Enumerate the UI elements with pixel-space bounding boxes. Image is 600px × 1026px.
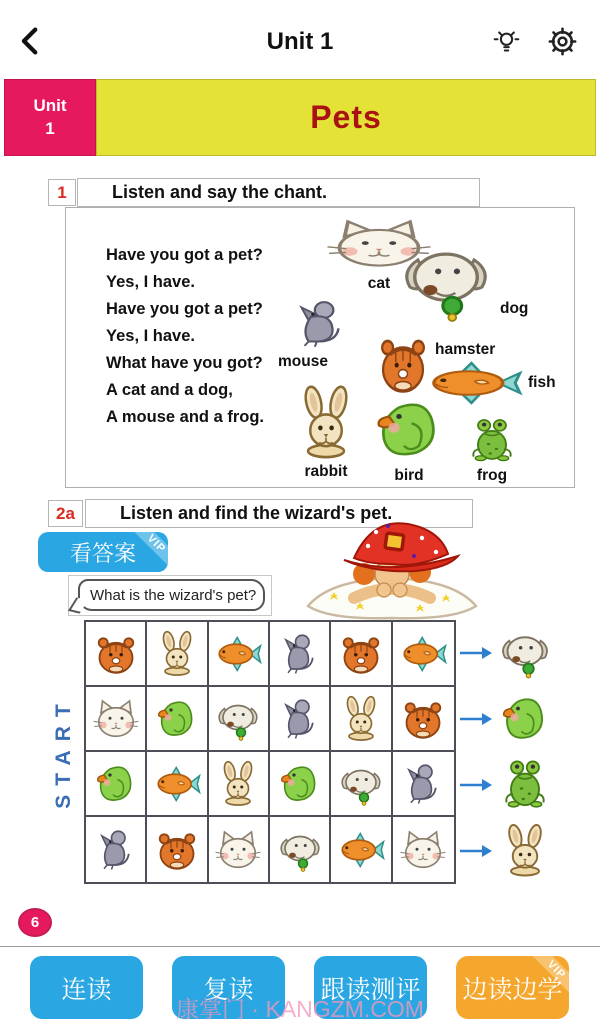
grid-cell-mouse (270, 687, 331, 752)
arrow-right-icon (458, 711, 494, 727)
chant-line: Have you got a pet? (106, 246, 263, 264)
chant-line: What have you got? (106, 354, 263, 372)
rabbit-illustration (290, 384, 362, 481)
fish-icon (153, 758, 201, 810)
row-answer-dog (458, 620, 580, 686)
brightness-button[interactable] (493, 28, 520, 55)
mouse-icon (276, 693, 324, 745)
grid-cell-dog (270, 817, 331, 882)
footer-button-label: 跟读测评 (320, 975, 421, 1004)
chant-lines (106, 242, 264, 431)
vip-badge: VIP (132, 532, 168, 569)
cat-icon (399, 824, 447, 876)
bird-icon (369, 394, 449, 466)
hamster-icon (399, 693, 447, 745)
fish-icon (337, 824, 385, 876)
unit-banner (4, 79, 596, 156)
bird-icon (153, 693, 201, 745)
mouse-icon (288, 296, 354, 352)
animal-label: rabbit (304, 463, 348, 480)
wizard-illustration (296, 512, 488, 622)
grid-cell-fish (209, 622, 270, 687)
banner-main (96, 79, 596, 156)
nav-bar (0, 0, 600, 77)
unit-tab-line1: Unit (33, 95, 67, 115)
frog-illustration (464, 416, 520, 485)
section2-number: 2a (48, 500, 83, 527)
footer-button-label: 复读 (203, 975, 254, 1004)
grid-cell-bird (147, 687, 208, 752)
grid-cell-bird (86, 752, 147, 817)
chant-line: A mouse and a frog. (106, 408, 264, 426)
row-answer-rabbit (458, 818, 580, 884)
footer-button-2[interactable] (172, 956, 285, 1019)
grid-cell-dog (331, 752, 392, 817)
chant-line: Yes, I have. (106, 327, 195, 345)
grid-cell-dog (209, 687, 270, 752)
section1-title: Listen and say the chant. (77, 178, 480, 207)
grid-cell-hamster (86, 622, 147, 687)
hamster-icon (337, 628, 385, 680)
mouse-icon (276, 628, 324, 680)
cat-icon (214, 824, 262, 876)
arrow-right-icon (458, 645, 494, 661)
dog-icon (337, 758, 385, 810)
grid-cell-mouse (393, 752, 454, 817)
grid-cell-rabbit (209, 752, 270, 817)
grid-cell-cat (86, 687, 147, 752)
footer-button-1[interactable] (30, 956, 143, 1019)
unit-tab (4, 79, 96, 156)
arrow-right-icon (458, 843, 494, 859)
frog-icon (464, 416, 520, 466)
watermark: 康掌门 · KANGZM.COM (176, 996, 424, 1022)
page-number-badge: 6 (18, 908, 52, 937)
view-answer-button[interactable] (38, 532, 168, 572)
view-answer-label: 看答案 (69, 540, 136, 566)
grid-cell-rabbit (331, 687, 392, 752)
grid-cell-hamster (331, 622, 392, 687)
grid-cell-mouse (86, 817, 147, 882)
grid-cell-mouse (270, 622, 331, 687)
footer-bar (0, 947, 600, 1026)
chant-line: Yes, I have. (106, 273, 195, 291)
hamster-icon (92, 628, 140, 680)
hamster-icon (153, 824, 201, 876)
animal-grid (84, 620, 456, 884)
rabbit-icon (290, 384, 362, 462)
bird-icon (92, 758, 140, 810)
bird-icon (497, 690, 553, 748)
chant-box (65, 207, 575, 488)
footer-button-label: 连读 (61, 975, 112, 1004)
rabbit-icon (337, 693, 385, 745)
unit-tab-line2: 1 (45, 118, 55, 138)
grid-cell-hamster (147, 817, 208, 882)
section2-title: Listen and find the wizard's pet. (85, 499, 473, 528)
dog-icon (497, 624, 553, 682)
settings-button[interactable] (547, 26, 578, 57)
chant-line: A cat and a dog, (106, 381, 233, 399)
animal-label: fish (528, 374, 556, 391)
page-title: Unit 1 (266, 28, 334, 55)
row-answer-frog (458, 752, 580, 818)
rabbit-icon (214, 758, 262, 810)
fish-icon (399, 628, 447, 680)
animal-label: bird (394, 467, 424, 484)
footer-button-label: 边读边学 (462, 975, 563, 1004)
animal-label: mouse (278, 353, 328, 370)
mouse-illustration (278, 296, 354, 371)
arrow-right-icon (458, 777, 494, 793)
start-label: START (52, 695, 75, 809)
grid-cell-rabbit (147, 622, 208, 687)
dog-icon (396, 234, 496, 326)
speech-bubble-frame (68, 575, 272, 616)
grid-cell-fish (147, 752, 208, 817)
row-answer-bird (458, 686, 580, 752)
row-answers (458, 620, 580, 884)
grid-cell-cat (209, 817, 270, 882)
animal-label: hamster (435, 341, 496, 358)
animal-label: cat (367, 275, 391, 292)
grid-cell-bird (270, 752, 331, 817)
footer-button-3[interactable] (314, 956, 427, 1019)
rabbit-icon (497, 822, 553, 880)
bird-icon (276, 758, 324, 810)
dog-icon (214, 693, 262, 745)
dog-illustration (396, 234, 528, 326)
settings-gear-icon (547, 26, 578, 57)
vip-badge: VIP (532, 956, 569, 995)
footer-button-4[interactable] (456, 956, 569, 1019)
animal-label: dog (500, 300, 529, 317)
lightbulb-icon (493, 28, 520, 55)
animal-label: frog (476, 467, 508, 484)
section1-number: 1 (48, 179, 76, 206)
grid-cell-fish (393, 622, 454, 687)
bird-illustration (369, 394, 449, 485)
grid-cell-fish (331, 817, 392, 882)
chant-line: Have you got a pet? (106, 300, 263, 318)
fish-icon (214, 628, 262, 680)
speech-bubble: What is the wizard's pet? (78, 579, 265, 611)
cat-icon (92, 693, 140, 745)
mouse-icon (92, 824, 140, 876)
grid-cell-hamster (393, 687, 454, 752)
dog-icon (276, 824, 324, 876)
rabbit-icon (153, 628, 201, 680)
grid-cell-cat (393, 817, 454, 882)
mouse-icon (399, 758, 447, 810)
frog-icon (497, 756, 553, 814)
banner-title: Pets (310, 99, 382, 135)
